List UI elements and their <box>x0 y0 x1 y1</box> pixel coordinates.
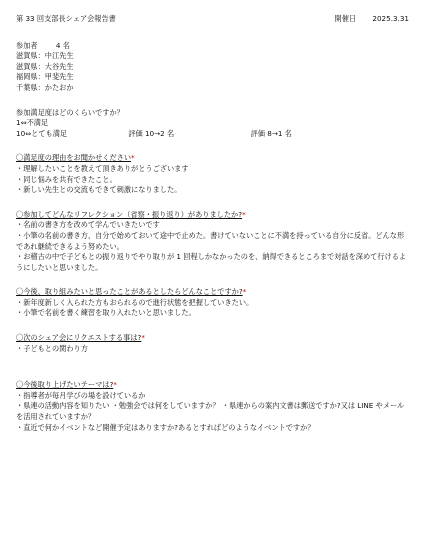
section-themes <box>16 380 409 433</box>
participant-count: 4 名 <box>55 40 70 50</box>
list-item: ・指導者が毎月学びの場を設けているか <box>16 390 146 400</box>
section-reflection <box>16 210 409 274</box>
participant-item: 滋賀県：中江先生 <box>16 51 74 61</box>
rating-b: 評価 8→1 名 <box>250 128 292 138</box>
list-item: ・同じ悩みを共有できたこと。 <box>16 174 117 184</box>
rating-a: 評価 10→2 名 <box>128 128 175 138</box>
satisfaction-question: 参加満足度はどのくらいですか？ <box>16 107 124 117</box>
section-title: 〇今後取り上げたいテーマは?* <box>16 380 117 390</box>
required-asterisk: * <box>242 287 247 297</box>
participants-block <box>16 41 409 94</box>
required-asterisk: * <box>242 209 246 219</box>
scale-low: 1⇔不満足 <box>16 118 49 128</box>
list-item: ・県連の活動内容を知りたい ・勉強会では何をしていますか？ ・県連からの案内文書は郵送ですか?又は LINE やメールを活用されていますか？ <box>16 401 405 422</box>
section-title: 〇今後、取り組みたいと思ったことがあるとしたらどんなことですか?* <box>16 287 247 297</box>
required-asterisk: * <box>113 380 117 390</box>
report-title: 第 33 回支部長シェア会報告書 <box>16 14 116 23</box>
meeting-date <box>335 14 409 25</box>
participant-count-row <box>16 41 409 52</box>
section-title: 〇満足度の理由をお聞かせください* <box>16 153 135 163</box>
participant-item: 千葉県：かたおか <box>16 82 74 92</box>
participant-item: 福岡県：甲斐先生 <box>16 72 74 82</box>
list-item: ・新しい先生との交流もできて刺激になりました。 <box>16 185 182 195</box>
section-future-actions <box>16 287 409 319</box>
section-title: 〇参加してどんなリフレクション（省察・振り返り）がありましたか?* <box>16 209 246 219</box>
satisfaction-block <box>16 108 409 140</box>
date-label: 開催日 <box>334 14 357 23</box>
list-item: ・子どもとの関わり方 <box>16 343 88 353</box>
scale-high: 10⇔とても満足 <box>16 128 68 138</box>
report-header <box>16 14 409 25</box>
satisfaction-rating-row <box>16 129 409 140</box>
participant-count-label: 参加者 <box>16 40 38 50</box>
required-asterisk: * <box>141 333 145 343</box>
list-item: ・お稽古の中で子どもとの振り返りでやり取りが 1 回程しかなかったのを、納得できるところまで対話を深めて行けるようにしたいと思いました。 <box>16 252 407 272</box>
list-item: ・新年度新しく入られた方もおられるので進行状態を把握していきたい。 <box>16 297 254 307</box>
list-item: ・小筆の名前の書き方、自分で始めておいて途中で止めた。書けていないことに不満を持っている自分に反省。どんな形であれ継続できるよう努めたい。 <box>16 230 405 251</box>
list-item: ・理解したいことを教えて頂きありがとうございます <box>16 163 189 173</box>
list-item: ・小筆で名前を書く練習を取り入れたいと思いました。 <box>16 308 196 318</box>
list-item: ・名前の書き方を改めて学んでいきたいです <box>16 220 160 230</box>
participant-item: 滋賀県：大谷先生 <box>16 61 74 71</box>
section-request <box>16 333 409 354</box>
section-reason <box>16 153 409 195</box>
list-item: ・直近で何かイベントなど開催予定はありますか?あるとすればどのようなイベントですか？ <box>16 422 315 432</box>
date-value: 2025.3.31 <box>372 14 409 23</box>
required-asterisk: * <box>131 153 135 163</box>
section-title: 〇次のシェア会にリクエストする事は?* <box>16 333 145 343</box>
